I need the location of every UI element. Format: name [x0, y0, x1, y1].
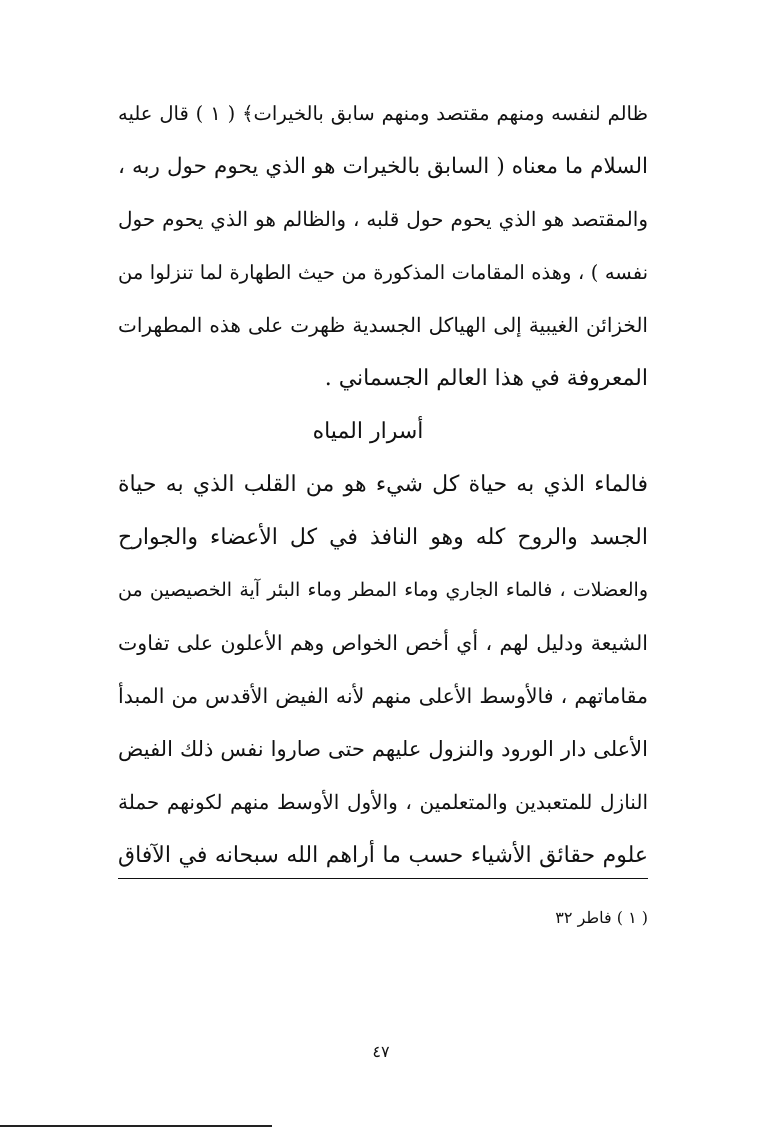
section-heading: أسرار المياه — [312, 419, 424, 444]
footnote-divider — [118, 878, 648, 879]
text-line: علوم حقائق الأشياء حسب ما أراهم الله سبحانه في الآفاق — [118, 843, 648, 868]
body-text — [118, 87, 648, 882]
footnote: ( ١ ) فاطر ٣٢ — [555, 908, 648, 927]
text-line: والعضلات ، فالماء الجاري وماء المطر وماء البئر آية الخصيصين من — [118, 579, 648, 601]
text-line: ظالم لنفسه ومنهم مقتصد ومنهم سابق بالخيرات﴾ ( ١ ) قال عليه — [118, 102, 648, 125]
text-line: الشيعة ودليل لهم ، أي أخص الخواص وهم الأعلون على تفاوت — [118, 631, 648, 655]
scan-edge-line — [0, 1125, 272, 1127]
text-line: السلام ما معناه ( السابق بالخيرات هو الذي يحوم حول ربه ، — [118, 154, 648, 179]
text-line: الأعلى دار الورود والنزول عليهم حتى صاروا نفس ذلك الفيض — [118, 737, 648, 761]
text-line: فالماء الذي به حياة كل شيء هو من القلب الذي به حياة — [118, 472, 648, 497]
text-line: مقاماتهم ، فالأوسط الأعلى منهم لأنه الفيض الأقدس من المبدأ — [118, 684, 648, 708]
text-line: المعروفة في هذا العالم الجسماني . — [324, 366, 648, 391]
text-line: الجسد والروح كله وهو النافذ في كل الأعضاء والجوارح — [118, 525, 648, 550]
section-heading-row — [118, 405, 648, 458]
text-line: نفسه ) ، وهذه المقامات المذكورة من حيث الطهارة لما تنزلوا من — [118, 261, 648, 284]
text-line: والمقتصد هو الذي يحوم حول قلبه ، والظالم هو الذي يحوم حول — [118, 207, 648, 231]
text-line: الخزائن الغيبية إلى الهياكل الجسدية ظهرت على هذه المطهرات — [118, 313, 648, 337]
text-line: النازل للمتعبدين والمتعلمين ، والأول الأوسط منهم لكونهم حملة — [118, 790, 648, 814]
page-number: ٤٧ — [372, 1042, 390, 1061]
